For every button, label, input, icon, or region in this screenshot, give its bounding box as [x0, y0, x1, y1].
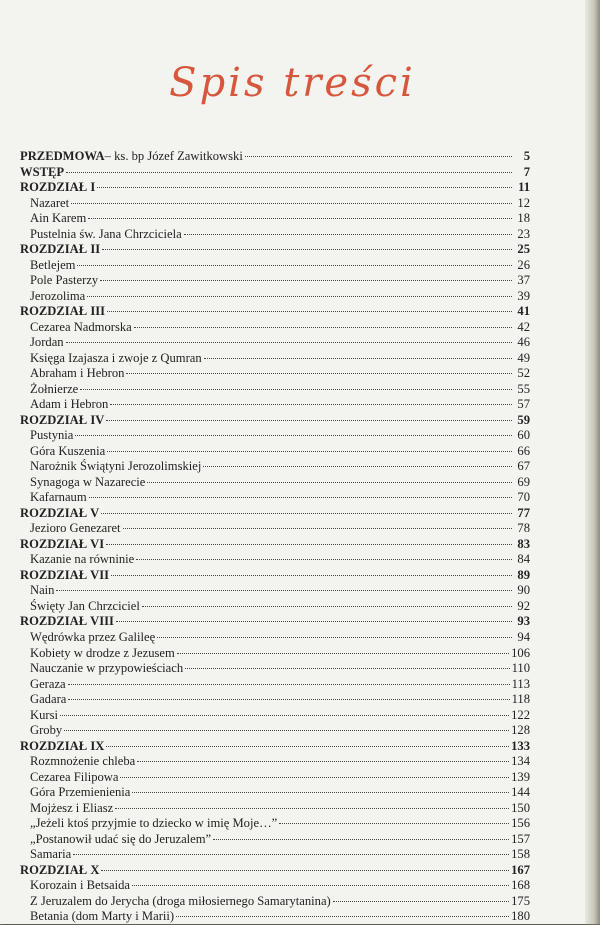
dot-leader: [185, 668, 509, 669]
toc-page-number: 57: [517, 397, 530, 412]
toc-page-number: 158: [511, 847, 530, 862]
toc-page-number: 52: [517, 366, 530, 381]
toc-page-number: 66: [517, 443, 530, 458]
dot-leader: [71, 203, 512, 204]
toc-entry-label: Pustynia: [30, 428, 74, 443]
toc-section-entry: [20, 630, 530, 646]
dot-leader: [120, 777, 509, 778]
toc-entry-label: Samaria: [30, 847, 72, 862]
toc-chapter-entry: [20, 506, 530, 522]
toc-section-entry: [20, 847, 530, 863]
toc-page-number: 25: [517, 242, 530, 257]
toc-section-entry: [20, 583, 530, 599]
toc-section-entry: [20, 351, 530, 367]
toc-page-number: 41: [517, 304, 530, 319]
dot-leader: [80, 389, 512, 390]
toc-page-number: 89: [517, 567, 530, 582]
toc-page-number: 83: [517, 536, 530, 551]
toc-section-entry: [20, 832, 530, 848]
toc-section-entry: [20, 894, 530, 910]
dot-leader: [101, 513, 512, 514]
toc-page-number: 67: [517, 459, 530, 474]
toc-section-entry: [20, 428, 530, 444]
toc-section-entry: [20, 816, 530, 832]
dot-leader: [333, 901, 509, 902]
toc-entry-label: Żołnierze: [30, 381, 79, 396]
toc-chapter-entry: [20, 149, 530, 165]
toc-entry-author: – ks. bp Józef Zawitkowski: [104, 149, 243, 163]
dot-leader: [107, 311, 512, 312]
toc-chapter-entry: [20, 614, 530, 630]
toc-entry-label: Gadara: [30, 692, 67, 707]
toc-page-number: 70: [517, 490, 530, 505]
toc-page-number: 5: [523, 149, 530, 163]
toc-page-number: 180: [511, 909, 530, 924]
table-of-contents: [20, 149, 530, 925]
toc-entry-label: Synagoga w Nazarecie: [30, 474, 146, 489]
dot-leader: [106, 544, 512, 545]
toc-entry-label: ROZDZIAŁ VII: [20, 567, 109, 582]
toc-entry-label: Księga Izajasza i zwoje z Qumran: [30, 350, 202, 365]
toc-section-entry: [20, 692, 530, 708]
toc-page-number: 134: [511, 754, 530, 769]
toc-entry-label: Góra Kuszenia: [30, 443, 106, 458]
toc-page-number: 92: [517, 598, 530, 613]
toc-section-entry: [20, 459, 530, 475]
toc-section-entry: [20, 382, 530, 398]
toc-entry-label: Pole Pasterzy: [30, 273, 99, 288]
toc-section-entry: [20, 320, 530, 336]
toc-page-number: 94: [517, 629, 530, 644]
toc-page-number: 168: [511, 878, 530, 893]
dot-leader: [176, 916, 509, 917]
toc-entry-label: Kazanie na równinie: [30, 552, 135, 567]
toc-entry-label: Korozain i Betsaida: [30, 878, 131, 893]
toc-page-number: 12: [517, 195, 530, 210]
toc-section-entry: [20, 708, 530, 724]
toc-page-number: 90: [517, 583, 530, 598]
toc-section-entry: [20, 801, 530, 817]
toc-page-number: 37: [517, 273, 530, 288]
toc-section-entry: [20, 397, 530, 413]
dot-leader: [106, 746, 509, 747]
toc-section-entry: [20, 646, 530, 662]
toc-section-entry: [20, 723, 530, 739]
toc-entry-label: Ain Karem: [30, 211, 87, 226]
dot-leader: [213, 839, 509, 840]
dot-leader: [136, 559, 512, 560]
toc-entry-label: Narożnik Świątyni Jerozolimskiej: [30, 459, 202, 474]
dot-leader: [137, 761, 509, 762]
toc-entry-label: ROZDZIAŁ IX: [20, 738, 105, 753]
toc-section-entry: [20, 335, 530, 351]
toc-page-number: 118: [511, 692, 530, 707]
toc-entry-label: ROZDZIAŁ V: [20, 505, 100, 520]
toc-page-number: 11: [518, 180, 530, 195]
toc-entry-label: ROZDZIAŁ II: [20, 242, 101, 257]
toc-page-number: 42: [517, 319, 530, 334]
toc-page-number: 144: [511, 785, 530, 800]
toc-page-number: 69: [517, 474, 530, 489]
toc-page-number: 157: [511, 831, 530, 846]
dot-leader: [102, 249, 512, 250]
toc-page-number: 77: [517, 505, 530, 520]
toc-entry-label: Mojżesz i Eliasz: [30, 800, 114, 815]
toc-entry-label: Cezarea Nadmorska: [30, 319, 132, 334]
dot-leader: [73, 854, 509, 855]
dot-leader: [203, 466, 512, 467]
dot-leader: [68, 699, 509, 700]
toc-page-number: 128: [511, 723, 530, 738]
dot-leader: [245, 156, 512, 157]
toc-entry-label: Nauczanie w przypowieściach: [30, 661, 184, 676]
toc-entry-label: Jezioro Genezaret: [30, 521, 121, 536]
toc-entry-label: Kafarnaum: [30, 490, 87, 505]
dot-leader: [66, 172, 512, 173]
toc-entry-label: Pustelnia św. Jana Chrzciciela: [30, 226, 182, 241]
dot-leader: [107, 451, 512, 452]
toc-page-number: 84: [517, 552, 530, 567]
dot-leader: [142, 606, 512, 607]
toc-entry-label: „Postanowił udać się do Jeruzalem”: [30, 831, 212, 846]
toc-section-entry: [20, 490, 530, 506]
dot-leader: [88, 218, 512, 219]
toc-page-number: 156: [511, 816, 530, 831]
dot-leader: [110, 404, 512, 405]
dot-leader: [100, 280, 512, 281]
dot-leader: [279, 823, 509, 824]
toc-section-entry: [20, 211, 530, 227]
dot-leader: [68, 684, 510, 685]
toc-section-entry: [20, 661, 530, 677]
dot-leader: [147, 482, 512, 483]
dot-leader: [64, 730, 509, 731]
dot-leader: [56, 590, 512, 591]
toc-section-entry: [20, 785, 530, 801]
toc-section-entry: [20, 289, 530, 305]
toc-section-entry: [20, 196, 530, 212]
toc-section-entry: [20, 444, 530, 460]
toc-section-entry: [20, 552, 530, 568]
toc-entry-label: Jordan: [30, 335, 64, 350]
toc-entry-label: ROZDZIAŁ I: [20, 180, 96, 195]
toc-chapter-entry: [20, 568, 530, 584]
toc-page-number: 122: [511, 707, 530, 722]
toc-entry-label: Kursi: [30, 707, 58, 722]
toc-chapter-entry: [20, 304, 530, 320]
dot-leader: [184, 234, 512, 235]
toc-entry-label: ROZDZIAŁ X: [20, 862, 100, 877]
dot-leader: [87, 296, 512, 297]
dot-leader: [157, 637, 512, 638]
toc-page-number: 26: [517, 257, 530, 272]
dot-leader: [89, 497, 512, 498]
toc-entry-label: PRZEDMOWA: [20, 149, 105, 163]
page-edge: [585, 0, 600, 924]
toc-section-entry: [20, 521, 530, 537]
toc-chapter-entry: [20, 165, 530, 181]
toc-entry-label: Nain: [30, 583, 55, 598]
toc-entry-label: Wędrówka przez Galileę: [30, 629, 156, 644]
toc-chapter-entry: [20, 242, 530, 258]
dot-leader: [134, 327, 512, 328]
toc-entry-label: ROZDZIAŁ IV: [20, 412, 105, 427]
toc-entry-label: Jerozolima: [30, 288, 86, 303]
dot-leader: [177, 653, 509, 654]
toc-page-number: 55: [517, 381, 530, 396]
toc-page-number: 49: [517, 350, 530, 365]
dot-leader: [111, 575, 512, 576]
toc-page-number: 167: [511, 862, 530, 877]
toc-section-entry: [20, 909, 530, 925]
dot-leader: [123, 528, 512, 529]
toc-entry-label: Święty Jan Chrzciciel: [30, 598, 140, 613]
toc-page-number: 39: [517, 288, 530, 303]
toc-section-entry: [20, 770, 530, 786]
toc-entry-label: Geraza: [30, 676, 66, 691]
toc-page-number: 175: [511, 893, 530, 908]
toc-chapter-entry: [20, 739, 530, 755]
toc-section-entry: [20, 754, 530, 770]
toc-entry-label: Rozmnożenie chleba: [30, 754, 136, 769]
dot-leader: [60, 715, 509, 716]
dot-leader: [77, 265, 512, 266]
toc-page-number: 18: [517, 211, 530, 226]
dot-leader: [106, 420, 512, 421]
toc-page-number: 150: [511, 800, 530, 815]
toc-page-number: 78: [517, 521, 530, 536]
toc-entry-label: Góra Przemienienia: [30, 785, 131, 800]
dot-leader: [115, 808, 509, 809]
toc-section-entry: [20, 677, 530, 693]
toc-page-number: 110: [511, 661, 530, 676]
toc-section-entry: [20, 273, 530, 289]
toc-section-entry: [20, 227, 530, 243]
dot-leader: [132, 885, 509, 886]
toc-page-number: 59: [517, 412, 530, 427]
toc-entry-label: Kobiety w drodze z Jezusem: [30, 645, 175, 660]
toc-entry-label: Adam i Hebron: [30, 397, 109, 412]
toc-section-entry: [20, 599, 530, 615]
toc-entry-label: Z Jeruzalem do Jerycha (droga miłosiernego Samarytanina): [30, 893, 331, 908]
toc-entry-label: Cezarea Filipowa: [30, 769, 119, 784]
dot-leader: [116, 621, 512, 622]
toc-entry-label: ROZDZIAŁ VI: [20, 536, 105, 551]
toc-section-entry: [20, 366, 530, 382]
page-title: Spis treści: [169, 60, 416, 106]
toc-page-number: 93: [517, 614, 530, 629]
toc-chapter-entry: [20, 180, 530, 196]
toc-entry-label: Abraham i Hebron: [30, 366, 125, 381]
toc-page-number: 139: [511, 769, 530, 784]
toc-entry-label: Groby: [30, 723, 63, 738]
toc-entry-label: WSTĘP: [20, 164, 65, 179]
toc-section-entry: [20, 258, 530, 274]
toc-entry-label: Betlejem: [30, 257, 76, 272]
dot-leader: [66, 342, 512, 343]
toc-entry-label: ROZDZIAŁ VIII: [20, 614, 114, 629]
dot-leader: [132, 792, 509, 793]
toc-entry-label: Nazaret: [30, 195, 70, 210]
dot-leader: [101, 870, 509, 871]
dot-leader: [126, 373, 512, 374]
toc-entry-label: Betania (dom Marty i Marii): [30, 909, 175, 924]
toc-entry-label: „Jeżeli ktoś przyjmie to dziecko w imię Moje…”: [30, 816, 278, 831]
toc-page-number: 113: [511, 676, 530, 691]
dot-leader: [75, 435, 512, 436]
toc-section-entry: [20, 878, 530, 894]
toc-chapter-entry: [20, 413, 530, 429]
toc-page-number: 7: [523, 164, 530, 179]
toc-entry-label: ROZDZIAŁ III: [20, 304, 106, 319]
toc-page-number: 133: [511, 738, 530, 753]
toc-page-number: 60: [517, 428, 530, 443]
toc-chapter-entry: [20, 537, 530, 553]
toc-page-number: 106: [511, 645, 530, 660]
toc-page-number: 23: [517, 226, 530, 241]
toc-page-number: 46: [517, 335, 530, 350]
dot-leader: [204, 358, 512, 359]
toc-section-entry: [20, 475, 530, 491]
dot-leader: [97, 187, 512, 188]
toc-chapter-entry: [20, 863, 530, 879]
